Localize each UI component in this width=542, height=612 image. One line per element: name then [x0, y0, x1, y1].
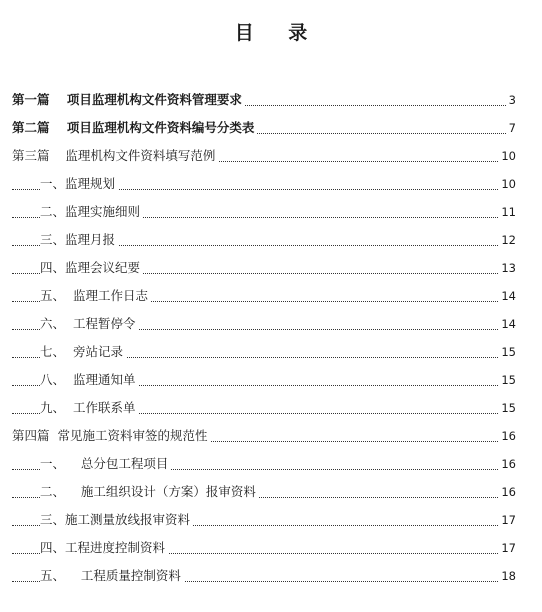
toc-entry-page-number: 18: [498, 562, 516, 590]
toc-entry-label: 第二篇 项目监理机构文件资料编号分类表: [12, 114, 257, 142]
toc-entry-label: 一、 总分包工程项目: [40, 450, 171, 478]
toc-entry-label: 五、 监理工作日志: [40, 282, 151, 310]
toc-entry-page-number: 13: [498, 254, 516, 282]
toc-entry-meeting-minutes[interactable]: [0, 254, 542, 282]
toc-entry-part-2[interactable]: [0, 114, 542, 142]
toc-entry-page-number: 16: [498, 478, 516, 506]
toc-entry-label: 四、监理会议纪要: [40, 254, 143, 282]
toc-entry-page-number: 17: [498, 534, 516, 562]
toc-entry-contact-form[interactable]: [0, 394, 542, 422]
toc-entry-label: 五、 工程质量控制资料: [40, 562, 184, 590]
toc-entry-label: 九、 工作联系单: [40, 394, 138, 422]
toc-entry-label: 八、 监理通知单: [40, 366, 138, 394]
toc-entry-page-number: 14: [498, 282, 516, 310]
toc-entry-notice-form[interactable]: [0, 366, 542, 394]
toc-entry-label: 第一篇 项目监理机构文件资料管理要求: [12, 86, 245, 114]
toc-entry-page-number: 16: [498, 450, 516, 478]
toc-entry-page-number: 16: [498, 422, 516, 450]
toc-entry-page-number: 17: [498, 506, 516, 534]
toc-entry-page-number: 14: [498, 310, 516, 338]
toc-entry-schedule-control[interactable]: [0, 534, 542, 562]
toc-entry-survey-review[interactable]: [0, 506, 542, 534]
toc-entry-label: 第三篇 监理机构文件资料填写范例: [12, 142, 218, 170]
toc-entry-label: 二、 施工组织设计（方案）报审资料: [40, 478, 259, 506]
toc-entry-label: 三、监理月报: [40, 226, 118, 254]
toc-entry-label: 四、工程进度控制资料: [40, 534, 168, 562]
toc-entry-side-station-record[interactable]: [0, 338, 542, 366]
toc-entry-page-number: 3: [506, 86, 516, 114]
toc-entry-stop-order[interactable]: [0, 310, 542, 338]
toc-entry-page-number: 10: [498, 142, 516, 170]
toc-entry-monthly-report[interactable]: [0, 226, 542, 254]
toc-entry-label: 三、施工测量放线报审资料: [40, 506, 193, 534]
toc-entry-page-number: 11: [498, 198, 516, 226]
toc-entry-page-number: 15: [498, 366, 516, 394]
toc-entry-supervision-plan[interactable]: [0, 170, 542, 198]
toc-entry-implementation-rules[interactable]: [0, 198, 542, 226]
toc-entry-subcontract-projects[interactable]: [0, 450, 542, 478]
page-title: 目 录: [234, 22, 322, 44]
toc-entry-label: 一、监理规划: [40, 170, 118, 198]
toc-entry-construction-design-review[interactable]: [0, 478, 542, 506]
toc-entry-page-number: 15: [498, 338, 516, 366]
toc-entry-part-1[interactable]: [0, 86, 542, 114]
toc-entry-quality-control[interactable]: [0, 562, 542, 590]
toc-entry-page-number: 10: [498, 170, 516, 198]
toc-entry-work-log[interactable]: [0, 282, 542, 310]
toc-entry-page-number: 12: [498, 226, 516, 254]
toc-entry-page-number: 7: [506, 114, 516, 142]
toc-entry-part-3[interactable]: [0, 142, 542, 170]
toc-entry-part-4[interactable]: [0, 422, 542, 450]
toc-entry-label: 七、 旁站记录: [40, 338, 126, 366]
table-of-contents: [0, 86, 542, 590]
toc-entry-page-number: 15: [498, 394, 516, 422]
toc-entry-label: 二、监理实施细则: [40, 198, 143, 226]
toc-entry-label: 六、 工程暂停令: [40, 310, 138, 338]
toc-entry-label: 第四篇 常见施工资料审签的规范性: [12, 422, 210, 450]
